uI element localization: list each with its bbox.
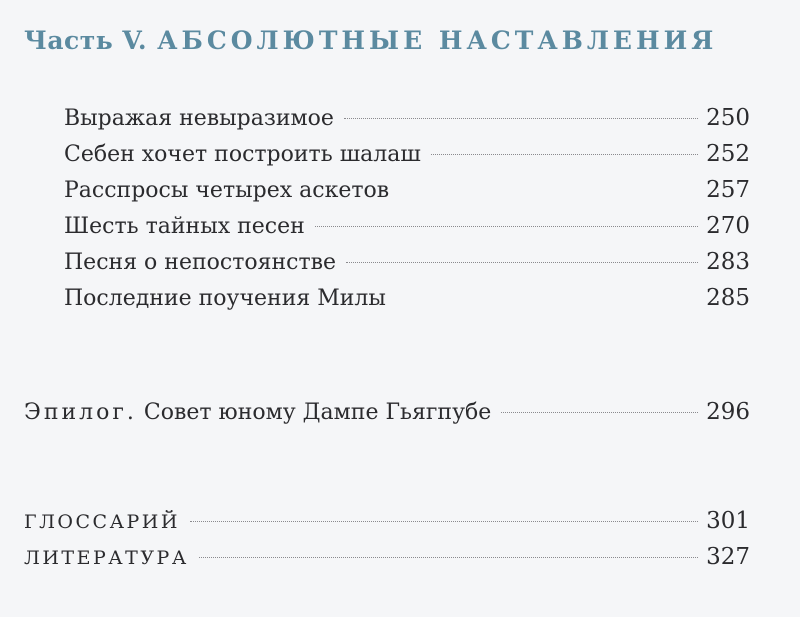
toc-entry-page: 283 (706, 249, 750, 275)
part-title: АБСОЛЮТНЫЕ НАСТАВЛЕНИЯ (157, 26, 718, 55)
toc-entry-literature[interactable] (24, 540, 750, 574)
toc-entry-page: 252 (706, 141, 750, 167)
toc-entry-epilogue[interactable] (24, 395, 750, 429)
toc-entry-title: Выражая невыразимое (64, 106, 334, 131)
toc-entry-title: Последние поучения Милы (64, 286, 386, 311)
toc-entry-page: 301 (706, 508, 750, 534)
toc-entry-page: 270 (706, 213, 750, 239)
part-prefix: Часть V. (24, 26, 148, 55)
toc-entry-page: 257 (706, 177, 750, 203)
dot-leader (199, 557, 698, 558)
epilogue-title: Совет юному Дампе Гьягпубе (143, 400, 492, 425)
dot-leader (344, 118, 698, 119)
toc-entry-page: 327 (706, 544, 750, 570)
dot-leader (501, 412, 698, 413)
toc-entry-title: ГЛОССАРИЙ (24, 511, 180, 533)
toc-entry-page: 296 (706, 399, 750, 425)
toc-entry-page: 250 (706, 105, 750, 131)
toc-entry[interactable] (64, 173, 750, 207)
toc-entry-title (24, 396, 491, 430)
toc-entry[interactable] (64, 101, 750, 135)
epilogue-prefix: Эпилог. (24, 400, 137, 425)
toc-entry-title: Себен хочет построить шалаш (64, 142, 421, 167)
toc-entry-title: Расспросы четырех аскетов (64, 178, 390, 203)
dot-leader (190, 521, 698, 522)
toc-entry[interactable] (64, 245, 750, 279)
toc-entry-glossary[interactable] (24, 504, 750, 538)
toc-entry-page: 285 (706, 285, 750, 311)
dot-leader (346, 262, 698, 263)
part-heading (24, 26, 717, 55)
toc-entry[interactable] (64, 281, 750, 315)
toc-entry-title: Шесть тайных песен (64, 214, 305, 239)
dot-leader (431, 154, 698, 155)
toc-entry[interactable] (64, 209, 750, 243)
toc-entry-title: Песня о непостоянстве (64, 250, 337, 275)
toc-entry[interactable] (64, 137, 750, 171)
toc-entry-title: ЛИТЕРАТУРА (24, 547, 189, 569)
dot-leader (315, 226, 698, 227)
